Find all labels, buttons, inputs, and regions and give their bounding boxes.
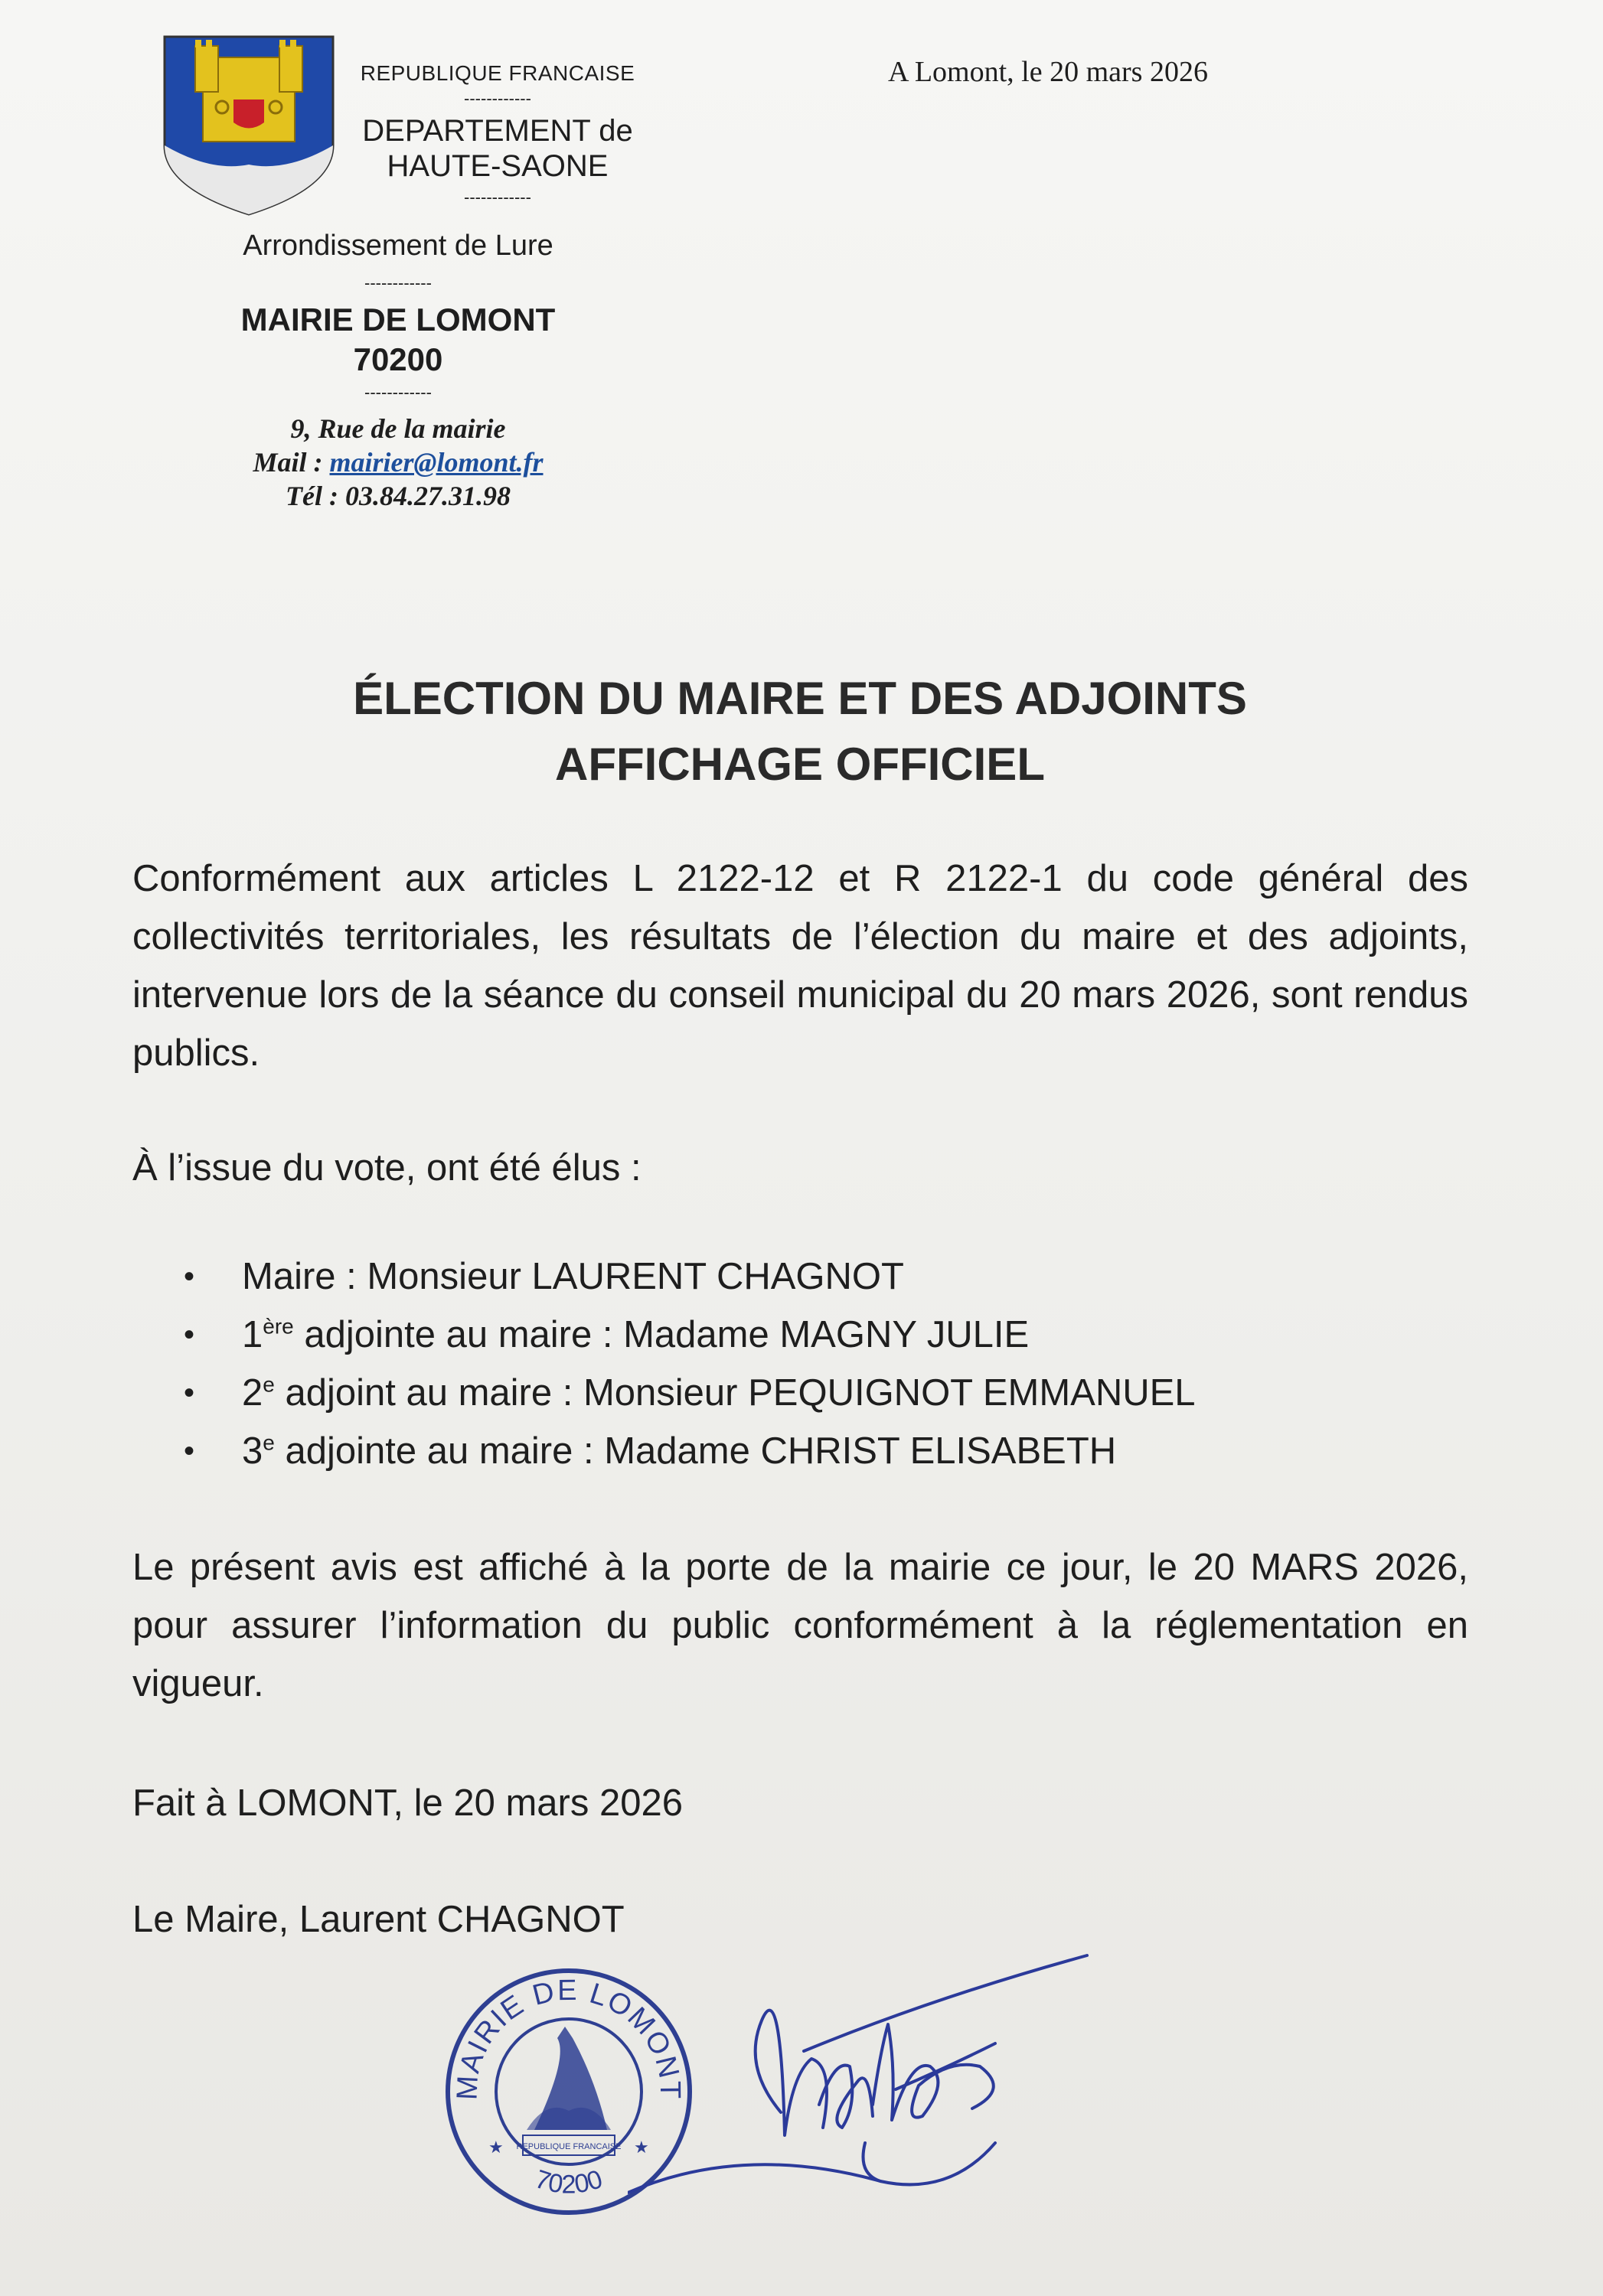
date-place: A Lomont, le 20 mars 2026 <box>888 56 1208 88</box>
mail-label: Mail : <box>253 447 330 478</box>
bullet-icon: • <box>184 1434 195 1468</box>
departement-label <box>337 113 658 184</box>
postal-code: 70200 <box>353 341 443 377</box>
bullet-icon: • <box>184 1318 195 1352</box>
fait-line: Fait à LOMONT, le 20 mars 2026 <box>132 1782 683 1824</box>
stamp-top-text: MAIRIE DE LOMONT <box>451 1974 687 2101</box>
departement-line1: DEPARTEMENT de <box>362 114 633 148</box>
tel-line: Tél : 03.84.27.31.98 <box>286 481 511 511</box>
bullet-icon: • <box>184 1376 195 1410</box>
list-item: • 2e adjoint au maire : Monsieur PEQUIGNOT EMMANUEL <box>184 1364 1447 1422</box>
signatory-line: Le Maire, Laurent CHAGNOT <box>132 1899 625 1940</box>
separator: ------------ <box>464 188 531 207</box>
intro-paragraph: Conformément aux articles L 2122-12 et R 2122-1 du code général des collectivités territoriales, les résultats de l’élection du maire et des adjoints, intervenue lors de la séance du conseil municipal du 20 mars 2026, sont rendus publics. <box>132 858 1468 1074</box>
address: 9, Rue de la mairie <box>290 413 506 444</box>
notice-paragraph: Le présent avis est affiché à la porte de la mairie ce jour, le 20 MARS 2026, pour assurer l’information du public conformément à la réglementation en vigueur. <box>132 1547 1468 1704</box>
elected-list <box>184 1247 1447 1480</box>
list-item: • Maire : Monsieur LAURENT CHAGNOT <box>184 1247 1447 1306</box>
svg-text:★: ★ <box>634 2138 649 2157</box>
svg-text:70200 <box>531 2164 606 2199</box>
list-item: • 1ère adjointe au maire : Madame MAGNY JULIE <box>184 1306 1447 1364</box>
arrondissement-label: Arrondissement de Lure <box>243 230 553 262</box>
republique-label: REPUBLIQUE FRANCAISE <box>360 61 635 85</box>
departement-line2: HAUTE-SAONE <box>387 149 609 183</box>
signature-icon <box>628 1952 1240 2212</box>
svg-text:★: ★ <box>488 2138 504 2157</box>
contact-block <box>199 412 597 513</box>
separator: ------------ <box>464 89 531 108</box>
vote-intro: À l’issue du vote, ont été élus : <box>132 1147 642 1189</box>
list-item: • 3e adjointe au maire : Madame CHRIST ELISABETH <box>184 1422 1447 1480</box>
stamp-inner-text: REPUBLIQUE FRANCAISE <box>516 2142 622 2151</box>
mairie-name: MAIRIE DE LOMONT <box>240 302 556 338</box>
stamp-bottom-text: 70200 <box>531 2164 606 2200</box>
separator: ------------ <box>364 273 432 292</box>
title-line2: AFFICHAGE OFFICIEL <box>555 739 1045 790</box>
title-line1: ÉLECTION DU MAIRE ET DES ADJOINTS <box>353 673 1247 724</box>
separator: ------------ <box>364 383 432 402</box>
bullet-icon: • <box>184 1260 195 1293</box>
document-title <box>230 666 1370 797</box>
mail-link[interactable]: mairier@lomont.fr <box>329 447 544 478</box>
mairie-name-block <box>184 300 612 380</box>
coat-of-arms-logo <box>157 31 341 218</box>
mail-line <box>199 445 597 479</box>
